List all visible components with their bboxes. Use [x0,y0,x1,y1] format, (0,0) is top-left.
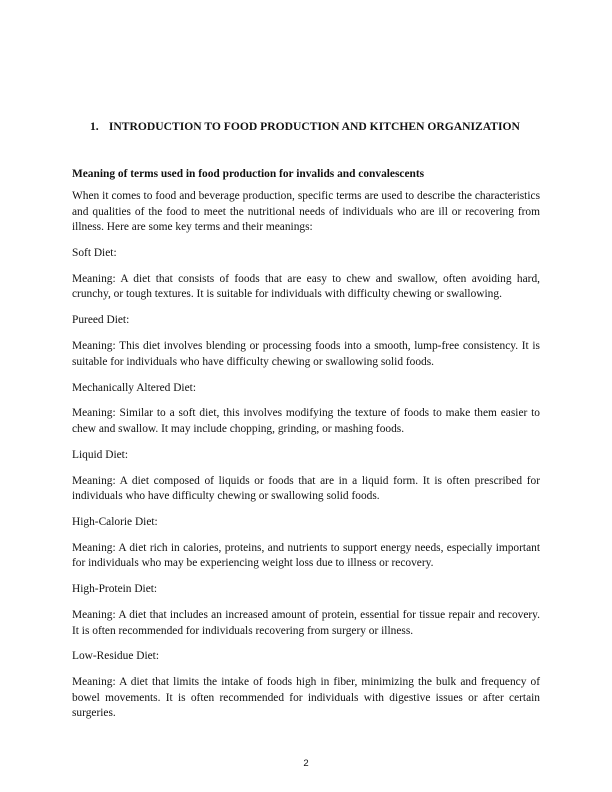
subheading: Meaning of terms used in food production for invalids and convalescents [72,168,425,180]
page-number: 2 [303,758,309,769]
term-meaning: Meaning: A diet that limits the intake of foods high in fiber, minimizing the bulk and frequency of bowel movements. It is often recommended for individuals with digestive issues or after certain surgeries. [72,676,540,720]
term-label: High-Protein Diet: [72,583,158,596]
term-meaning: Meaning: Similar to a soft diet, this involves modifying the texture of foods to make them easier to chew and swallow. It may include chopping, grinding, or mashing foods. [72,407,540,435]
terms-list [72,246,540,721]
term-meaning: Meaning: A diet that consists of foods that are easy to chew and swallow, often avoiding hard, crunchy, or tough textures. It is suitable for individuals with difficulty chewing or swallowing. [72,273,540,301]
term-meaning: Meaning: A diet that includes an increased amount of protein, essential for tissue repair and recovery. It is often recommended for individuals recovering from surgery or illness. [72,609,540,637]
page-content [72,119,540,732]
term-label: Soft Diet: [72,247,117,260]
section-heading [72,119,540,135]
term-meaning: Meaning: A diet composed of liquids or foods that are in a liquid form. It is often prescribed for individuals who have difficulty chewing or swallowing solid foods. [72,474,540,503]
section-number: 1. [90,120,99,133]
term-meaning: Meaning: This diet involves blending or processing foods into a smooth, lump-free consistency. It is suitable for individuals who have difficulty chewing or swallowing solid foods. [72,340,540,368]
term-label: Liquid Diet: [72,448,128,461]
term-label: Low-Residue Diet: [72,650,159,663]
intro-paragraph: When it comes to food and beverage production, specific terms are used to describe the characteristics and qualities of the food to meet the nutritional needs of individuals who are ill or recovering from illness. Here are some key terms and their meanings: [72,190,540,234]
term-meaning: Meaning: A diet rich in calories, proteins, and nutrients to support energy needs, especially important for individuals who may be experiencing weight loss due to illness or recovery. [72,541,540,570]
term-label: Mechanically Altered Diet: [72,381,196,394]
section-title: INTRODUCTION TO FOOD PRODUCTION AND KITCHEN ORGANIZATION [108,120,520,133]
term-label: High-Calorie Diet: [72,516,158,528]
term-label: Pureed Diet: [72,314,130,327]
